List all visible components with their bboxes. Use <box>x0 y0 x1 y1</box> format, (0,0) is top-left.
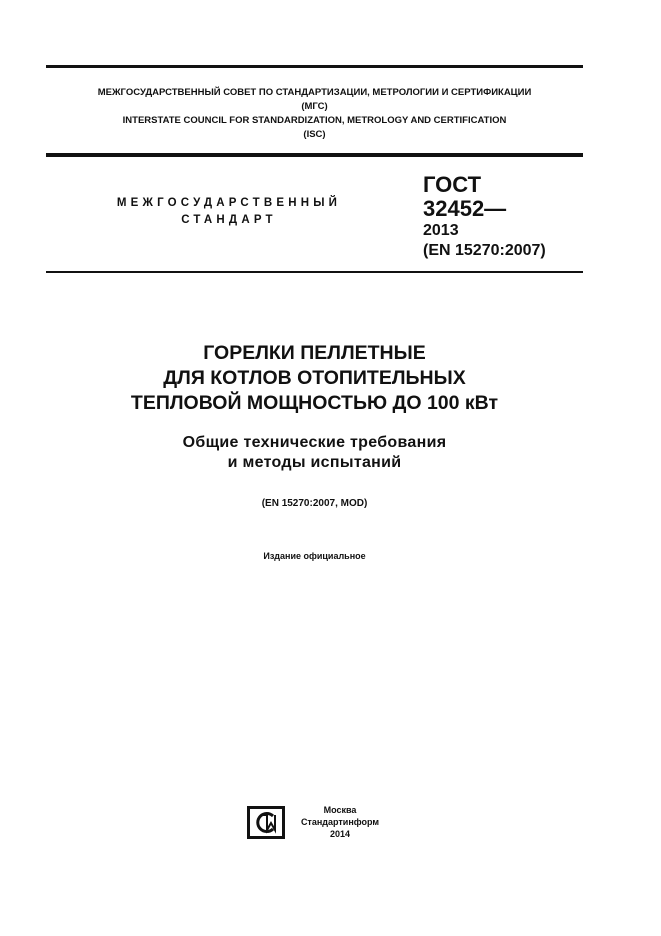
equivalence-note: (EN 15270:2007, MOD) <box>261 498 368 509</box>
title-line2: ДЛЯ КОТЛОВ ОТОПИТЕЛЬНЫХ <box>163 367 466 389</box>
publisher-block <box>295 804 385 840</box>
publisher-year: 2014 <box>329 829 351 839</box>
header-rule <box>46 153 583 157</box>
publisher-name: Стандартинформ <box>300 817 380 827</box>
subtitle-line2: и методы испытаний <box>227 454 402 471</box>
council-block <box>46 86 583 142</box>
gost-line4: (EN 15270:2007) <box>423 242 546 259</box>
standard-label-line1: МЕЖГОСУДАРСТВЕННЫЙ <box>116 197 342 209</box>
edition-note: Издание официальное <box>263 551 366 561</box>
document-title <box>46 341 583 416</box>
gost-line2: 32452— <box>423 196 507 221</box>
gost-line3: 2013 <box>423 222 459 239</box>
gost-designation <box>423 173 546 261</box>
council-ru-line2: (МГС) <box>301 101 328 112</box>
title-line3: ТЕПЛОВОЙ МОЩНОСТЬЮ ДО 100 кВт <box>130 392 499 414</box>
council-en-line2: (ISC) <box>303 129 326 140</box>
designation-rule <box>46 271 583 273</box>
top-rule <box>46 65 583 68</box>
council-en-line1: INTERSTATE COUNCIL FOR STANDARDIZATION, METROLOGY AND CERTIFICATION <box>122 115 507 126</box>
standard-label-line2: СТАНДАРТ <box>181 214 277 226</box>
council-ru-line1: МЕЖГОСУДАРСТВЕННЫЙ СОВЕТ ПО СТАНДАРТИЗАЦИИ, МЕТРОЛОГИИ И СЕРТИФИКАЦИИ <box>97 87 532 98</box>
gost-line1: ГОСТ <box>423 172 482 197</box>
standard-label <box>74 195 384 229</box>
standartinform-logo-icon <box>247 806 285 839</box>
title-line1: ГОРЕЛКИ ПЕЛЛЕТНЫЕ <box>203 342 426 364</box>
document-subtitle <box>46 433 583 473</box>
publisher-city: Москва <box>323 805 357 815</box>
subtitle-line1: Общие технические требования <box>182 434 447 451</box>
